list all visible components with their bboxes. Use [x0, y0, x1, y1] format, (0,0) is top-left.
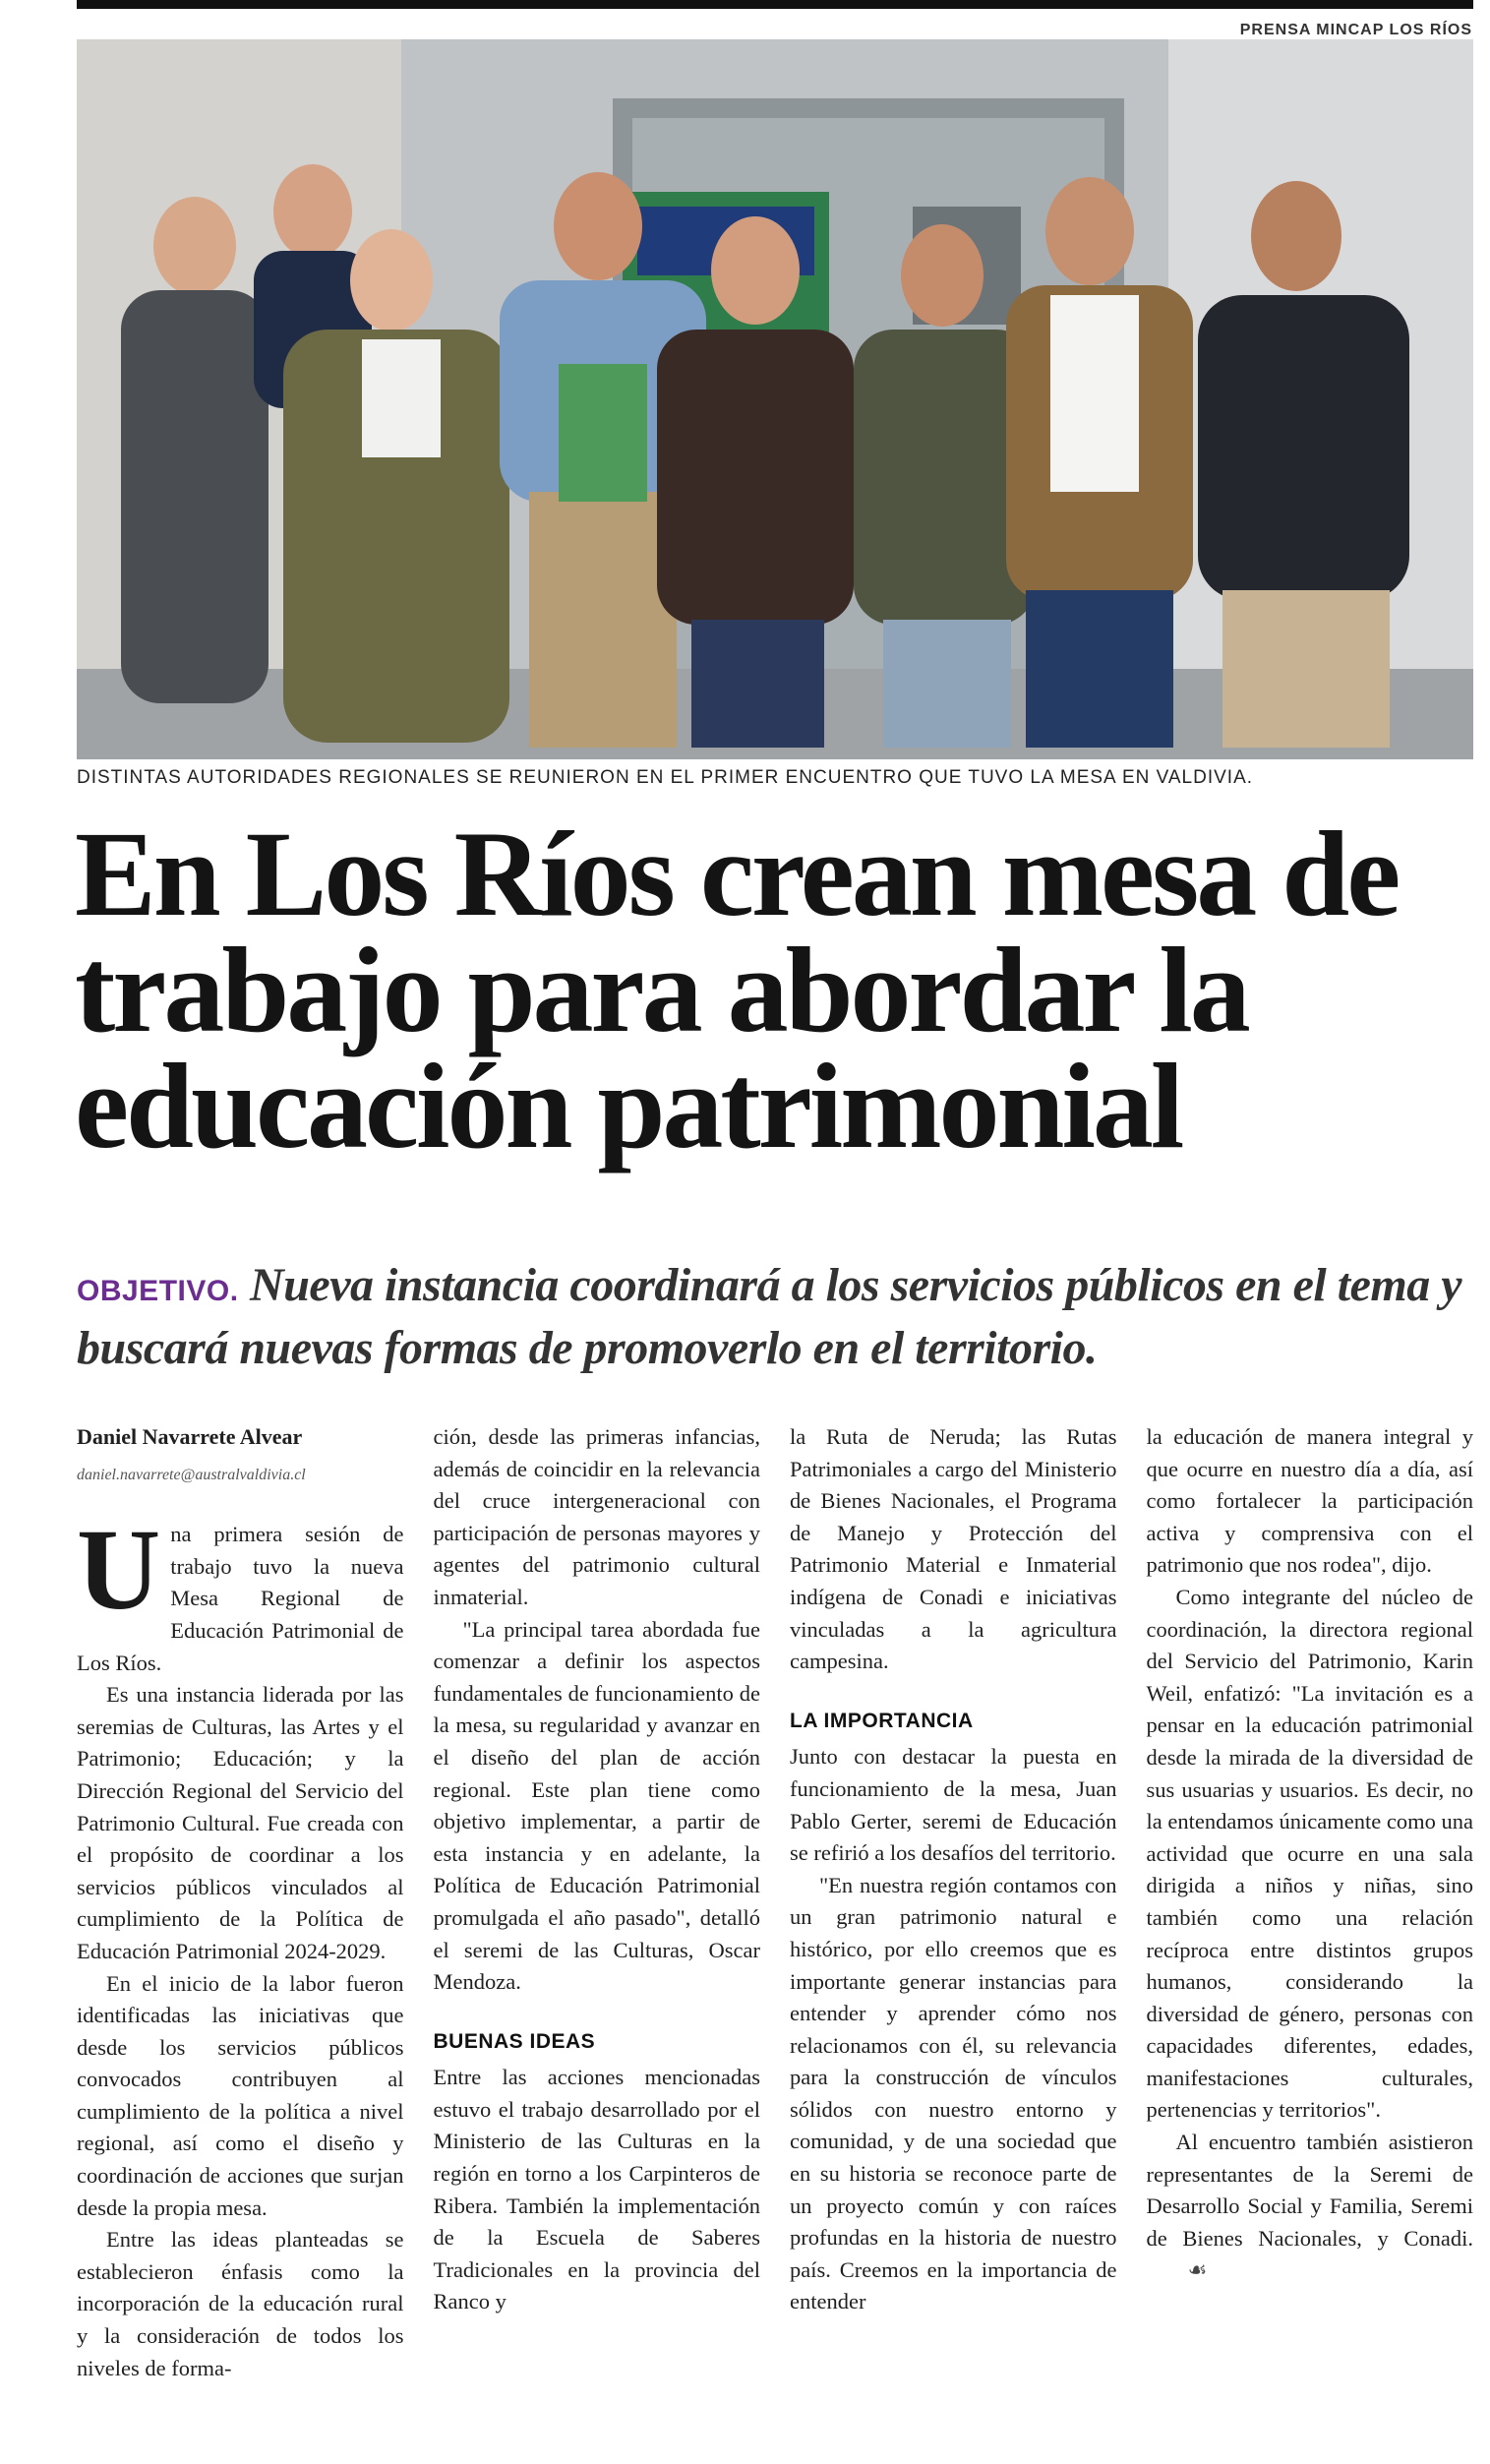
- deck-text: Nueva instancia coordinará a los servicios públicos en el tema y buscará nuevas formas de promoverlo en el territorio.: [77, 1259, 1462, 1374]
- paragraph: Entre las acciones mencionadas estuvo el trabajo desarrollado por el Ministerio de las Culturas en la región en torno a los Carpinteros de Ribera. También la implementación de la Escuela de Saberes Tradicionales en la provincia del Ranco y: [433, 2065, 760, 2314]
- column-1: [77, 1421, 404, 2444]
- paragraph: ción, desde las primeras infancias, además de coincidir en la relevancia del cruce intergeneracional con participación de personas mayores y agentes del patrimonio cultural inmaterial.: [433, 1424, 760, 1609]
- byline-email: daniel.navarrete@australvaldivia.cl: [77, 1466, 306, 1483]
- paragraph: Es una instancia liderada por las seremias de Culturas, las Artes y el Patrimonio; Educación; y la Dirección Regional del Servicio del Patrimonio Cultural. Fue creada con el propósito de coordinar a los servicios públicos vinculados al cumplimiento de la Política de Educación Patrimonial 2024-2029.: [77, 1682, 404, 1963]
- drop-cap: U: [77, 1505, 161, 1635]
- paragraph: "La principal tarea abordada fue comenzar a definir los aspectos fundamentales de funcionamiento de la mesa, su regularidad y avanzar en el diseño del plan de acción regional. Este plan tiene como objetivo implementar, a partir de esta instancia y en adelante, la Política de Educación Patrimonial promulgada el año pasado", detalló el seremi de las Culturas, Oscar Mendoza.: [433, 1616, 760, 1995]
- headline: En Los Ríos crean mesa de trabajo para abordar la educación patrimonial: [75, 807, 1399, 1173]
- byline-author: Daniel Navarrete Alvear: [77, 1424, 303, 1449]
- deck-kicker: OBJETIVO.: [77, 1275, 239, 1307]
- paragraph: Junto con destacar la puesta en funcionamiento de la mesa, Juan Pablo Gerter, seremi de Educación se refirió a los desafíos del territorio.: [790, 1744, 1117, 1866]
- deck: [77, 1257, 1483, 1377]
- group-photo: [77, 39, 1473, 759]
- column-2: [434, 1421, 761, 2444]
- paragraph: Al encuentro también asistieron representantes de la Seremi de Desarrollo Social y Familia, Seremi de Bienes Nacionales, y Conadi.☙: [1147, 2127, 1474, 2288]
- column-3: [790, 1421, 1117, 2444]
- paragraph: Como integrante del núcleo de coordinación, la directora regional del Servicio del Patrimonio, Karin Weil, enfatizó: "La invitación es a pensar en la educación patrimonial desde la mirada de la diversidad de sus usuarias y usuarios. Es decir, no la entendamos únicamente como una actividad que ocurre en una sala dirigida a niños y niñas, sino también como una relación recíproca entre distintos grupos humanos, considerando la diversidad de género, personas con capacidades diferentes, edades, manifestaciones culturales, pertenencias y territorios".: [1146, 1584, 1473, 2123]
- article-body: [77, 1421, 1473, 2444]
- column-4: [1147, 1421, 1474, 2444]
- paragraph: la educación de manera integral y que ocurre en nuestro día a día, así como fortalecer la participación activa y comprensiva con el patrimonio que nos rodea", dijo.: [1146, 1424, 1473, 1578]
- subhead-la-importancia: LA IMPORTANCIA: [790, 1709, 974, 1732]
- paragraph: Entre las ideas planteadas se establecieron énfasis como la incorporación de la educación rural y la consideración de todos los niveles de forma-: [77, 2227, 404, 2380]
- paragraph: Una primera sesión de trabajo tuvo la nueva Mesa Regional de Educación Patrimonial de Los Ríos.: [77, 1505, 404, 1675]
- top-rule: [77, 0, 1473, 9]
- end-mark-icon: ☙: [1187, 2258, 1208, 2284]
- paragraph: "En nuestra región contamos con un gran patrimonio natural e histórico, por ello creemos que es importante generar instancias para entender y aprender cómo nos relacionamos con él, su relevancia para la construcción de vínculos sólidos con nuestro entorno y comunidad, y de una sociedad que en su historia se reconoce parte de un proyecto común y con raíces profundas en la historia de nuestro país. Creemos en la importancia de entender: [790, 1872, 1117, 2314]
- subhead-buenas-ideas: BUENAS IDEAS: [433, 2029, 596, 2053]
- paragraph: En el inicio de la labor fueron identificadas las iniciativas que desde los servicios públicos convocados contribuyen al cumplimiento de la política a nivel regional, así como el diseño y coordinación de acciones que surjan desde la propia mesa.: [77, 1970, 404, 2220]
- photo-credit: PRENSA MINCAP LOS RÍOS: [1239, 22, 1472, 38]
- photo-caption: DISTINTAS AUTORIDADES REGIONALES SE REUNIERON EN EL PRIMER ENCUENTRO QUE TUVO LA MESA EN VALDIVIA.: [77, 767, 1254, 788]
- paragraph: la Ruta de Neruda; las Rutas Patrimoniales a cargo del Ministerio de Bienes Nacionales, el Programa de Manejo y Protección del Patrimonio Material e Inmaterial indígena de Conadi e iniciativas vinculadas a la agricultura campesina.: [790, 1424, 1117, 1674]
